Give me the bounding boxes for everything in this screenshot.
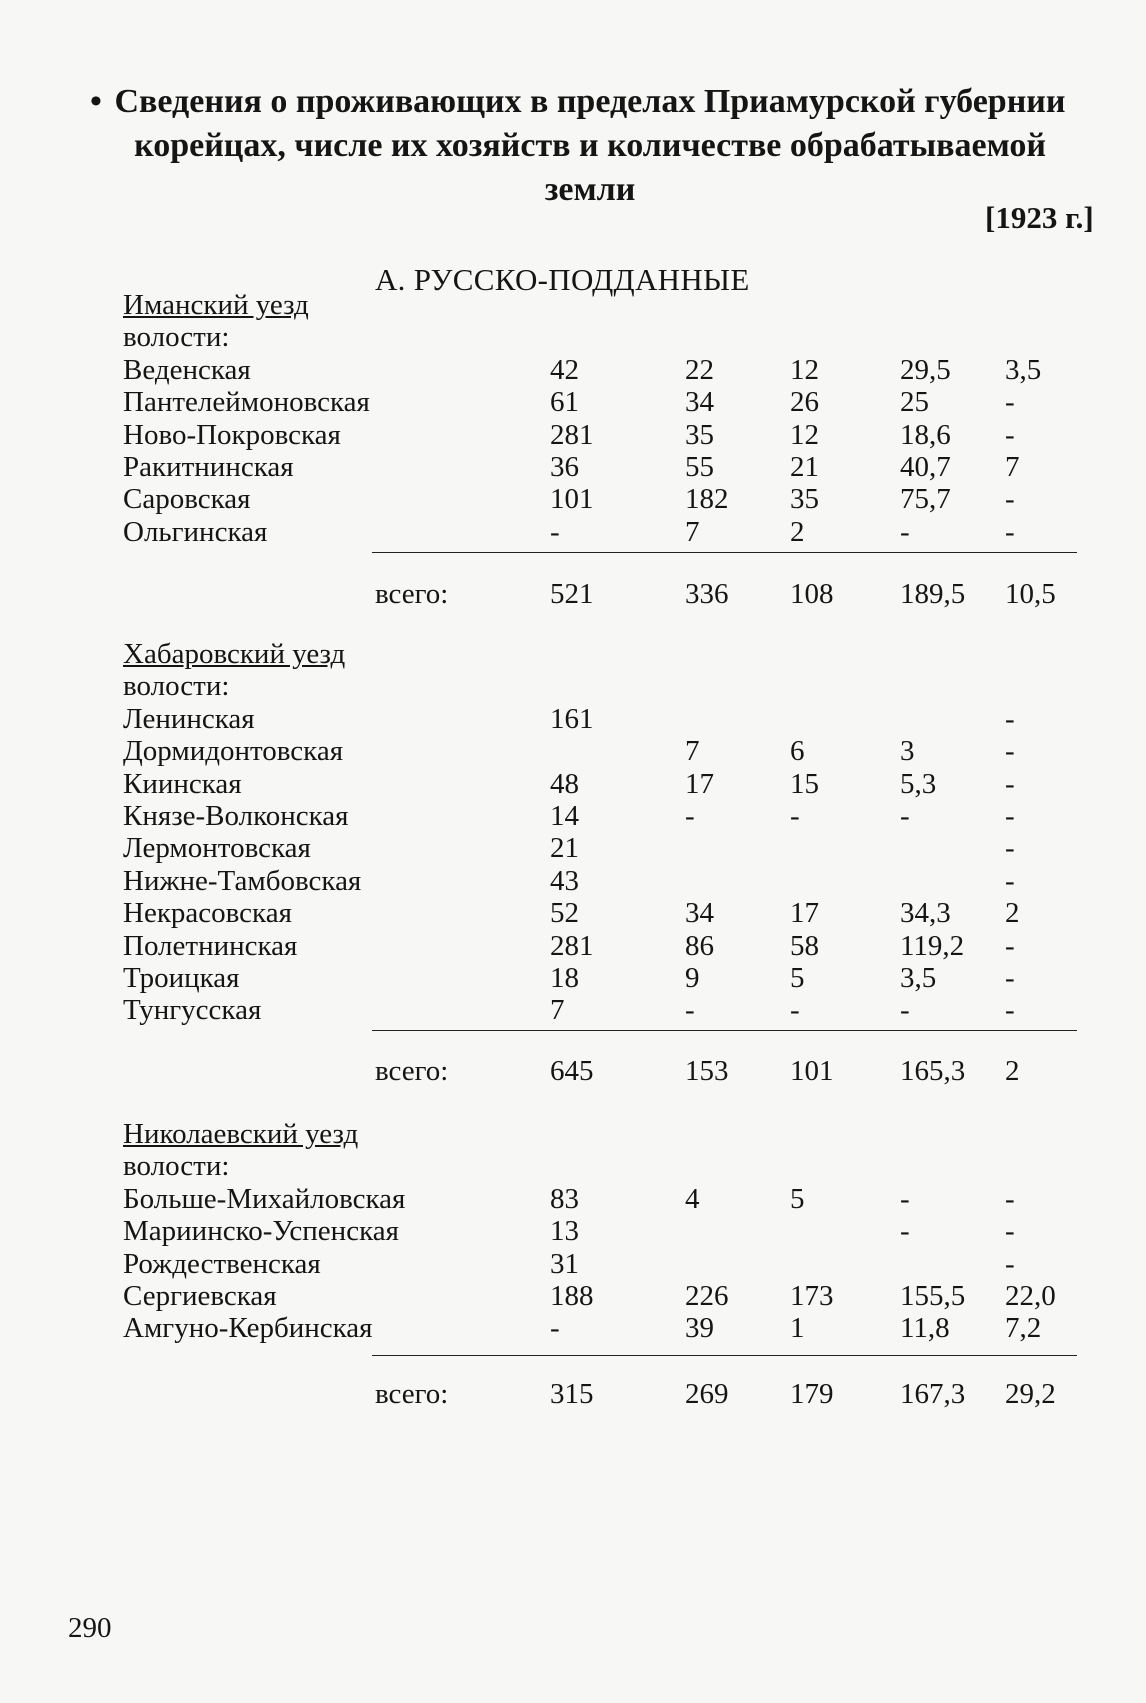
cell-c2: 17 [685, 767, 714, 800]
volost-name: Некрасовская [123, 897, 292, 930]
cell-c1: 42 [550, 353, 579, 386]
total-row [0, 1055, 1146, 1089]
cell-c3: 2 [790, 515, 805, 548]
table-row [0, 1312, 1146, 1346]
volost-name: Полетнинская [123, 929, 298, 962]
total-c5: 2 [1005, 1055, 1020, 1087]
cell-c3: - [790, 994, 800, 1027]
cell-c1: 13 [550, 1215, 579, 1248]
cell-c5: 7 [1005, 451, 1020, 483]
cell-c5: - [1005, 929, 1015, 962]
cell-c4: 25 [900, 386, 929, 419]
volost-label-row [0, 321, 1146, 355]
volost-name: Ракитнинская [123, 451, 294, 483]
cell-c3: 6 [790, 735, 805, 768]
cell-c4: 3,5 [900, 962, 937, 994]
bullet-icon: • [90, 83, 102, 120]
cell-c2: 34 [685, 897, 714, 930]
volost-name: Лермонтовская [123, 832, 311, 865]
total-c4: 165,3 [900, 1055, 966, 1087]
document-year: [1923 г.] [985, 200, 1094, 235]
cell-c5: - [1005, 864, 1015, 897]
cell-c5: - [1005, 800, 1015, 832]
cell-c5: - [1005, 1182, 1015, 1215]
cell-c5: - [1005, 735, 1015, 768]
table-row [0, 930, 1146, 964]
volost-name: Ольгинская [123, 515, 268, 548]
cell-c2: 7 [685, 515, 700, 548]
volost-name: Больше-Михайловская [123, 1182, 406, 1215]
district-header [0, 289, 1146, 323]
table-row [0, 451, 1146, 485]
table-row [0, 386, 1146, 420]
table-row [0, 800, 1146, 834]
volost-name: Саровская [123, 483, 251, 516]
total-c2: 153 [685, 1055, 729, 1087]
cell-c3: 12 [790, 353, 819, 386]
cell-c2: 182 [685, 483, 729, 516]
cell-c4: 29,5 [900, 353, 951, 386]
cell-c5: - [1005, 767, 1015, 800]
cell-c4: 18,6 [900, 418, 951, 451]
cell-c4: - [900, 800, 910, 832]
cell-c4: 75,7 [900, 483, 951, 516]
table-row [0, 735, 1146, 769]
cell-c1: 188 [550, 1280, 594, 1312]
cell-c5: 2 [1005, 897, 1020, 930]
cell-c4: 5,3 [900, 767, 937, 800]
cell-c5: - [1005, 515, 1015, 548]
volost-name: Веденская [123, 353, 251, 386]
cell-c1: 281 [550, 929, 594, 962]
cell-c2: 22 [685, 353, 714, 386]
volost-label-row [0, 670, 1146, 704]
volost-name: Ново-Покровская [123, 418, 341, 451]
table-row [0, 865, 1146, 899]
cell-c4: 119,2 [900, 929, 965, 962]
district-name: Хабаровский уезд [123, 638, 346, 670]
total-row [0, 1378, 1146, 1412]
cell-c5: - [1005, 418, 1015, 451]
cell-c3: 5 [790, 962, 805, 994]
cell-c5: 22,0 [1005, 1280, 1056, 1312]
cell-c3: 26 [790, 386, 819, 419]
table-row [0, 1183, 1146, 1217]
volost-label: волости: [123, 1150, 230, 1183]
table-row [0, 832, 1146, 866]
district-header [0, 1118, 1146, 1152]
total-c2: 336 [685, 578, 729, 610]
volost-name: Киинская [123, 767, 242, 800]
cell-c5: - [1005, 1247, 1015, 1280]
total-row [0, 578, 1146, 612]
cell-c4: - [900, 1215, 910, 1248]
total-c1: 521 [550, 578, 594, 610]
total-c3: 108 [790, 578, 834, 610]
volost-name: Ленинская [123, 702, 255, 735]
volost-name: Мариинско-Успенская [123, 1215, 399, 1248]
cell-c1: 83 [550, 1182, 579, 1215]
cell-c4: 3 [900, 735, 915, 768]
district-name: Иманский уезд [123, 289, 309, 321]
total-divider [372, 1355, 1077, 1356]
cell-c2: 86 [685, 929, 714, 962]
total-label: всего: [375, 578, 449, 610]
table-row [0, 354, 1146, 388]
cell-c3: 12 [790, 418, 819, 451]
cell-c1: 14 [550, 800, 579, 832]
table-row [0, 768, 1146, 802]
cell-c3: 1 [790, 1312, 805, 1345]
district-header [0, 638, 1146, 672]
cell-c2: 7 [685, 735, 700, 768]
cell-c2: - [685, 800, 695, 832]
district-name: Николаевский уезд [123, 1118, 359, 1150]
cell-c1: 101 [550, 483, 594, 516]
section-title: А. РУССКО-ПОДДАННЫЕ [375, 262, 750, 297]
total-label: всего: [375, 1378, 449, 1410]
volost-name: Рождественская [123, 1247, 321, 1280]
volost-name: Пантелеймоновская [123, 386, 370, 419]
total-c4: 167,3 [900, 1378, 966, 1410]
cell-c5: - [1005, 962, 1015, 994]
total-c5: 10,5 [1005, 578, 1056, 610]
table-row [0, 483, 1146, 517]
cell-c4: 40,7 [900, 451, 951, 483]
volost-name: Дормидонтовская [123, 735, 344, 768]
page-number: 290 [68, 1612, 112, 1644]
document-title [90, 80, 1090, 212]
cell-c3: - [790, 800, 800, 832]
total-c3: 179 [790, 1378, 834, 1410]
volost-name: Князе-Волконская [123, 800, 349, 832]
cell-c1: 61 [550, 386, 579, 419]
cell-c5: - [1005, 483, 1015, 516]
cell-c2: 55 [685, 451, 714, 483]
volost-label-row [0, 1150, 1146, 1184]
cell-c5: - [1005, 702, 1015, 735]
title-text: Сведения о проживающих в пределах Приамурской губернии корейцах, числе их хозяйств и количестве обрабатываемой земли [114, 83, 1066, 208]
volost-label: волости: [123, 321, 230, 354]
cell-c4: - [900, 515, 910, 548]
table-row [0, 962, 1146, 996]
cell-c4: - [900, 994, 910, 1027]
cell-c3: 15 [790, 767, 819, 800]
cell-c1: 161 [550, 702, 594, 735]
table-row [0, 1248, 1146, 1282]
cell-c2: 9 [685, 962, 700, 994]
volost-label: волости: [123, 670, 230, 703]
cell-c5: - [1005, 994, 1015, 1027]
cell-c1: 281 [550, 418, 594, 451]
volost-name: Троицкая [123, 962, 240, 994]
table-row [0, 1215, 1146, 1249]
cell-c1: 43 [550, 864, 579, 897]
volost-name: Тунгусская [123, 994, 262, 1027]
cell-c4: 155,5 [900, 1280, 966, 1312]
cell-c5: 7,2 [1005, 1312, 1042, 1345]
total-c5: 29,2 [1005, 1378, 1056, 1410]
cell-c3: 5 [790, 1182, 805, 1215]
table-row [0, 419, 1146, 453]
cell-c1: - [550, 515, 560, 548]
table-row [0, 703, 1146, 737]
cell-c3: 21 [790, 451, 819, 483]
volost-name: Амгуно-Кербинская [123, 1312, 373, 1345]
total-c4: 189,5 [900, 578, 966, 610]
cell-c1: - [550, 1312, 560, 1345]
volost-name: Сергиевская [123, 1280, 277, 1312]
cell-c1: 21 [550, 832, 579, 865]
cell-c2: 226 [685, 1280, 729, 1312]
cell-c4: 11,8 [900, 1312, 950, 1345]
cell-c1: 48 [550, 767, 579, 800]
total-c3: 101 [790, 1055, 834, 1087]
total-divider [372, 552, 1077, 553]
cell-c1: 31 [550, 1247, 579, 1280]
table-row [0, 994, 1146, 1028]
cell-c4: 34,3 [900, 897, 951, 930]
cell-c1: 7 [550, 994, 565, 1027]
cell-c2: 4 [685, 1182, 700, 1215]
cell-c1: 18 [550, 962, 579, 994]
cell-c3: 17 [790, 897, 819, 930]
cell-c5: 3,5 [1005, 353, 1042, 386]
cell-c5: - [1005, 386, 1015, 419]
cell-c3: 58 [790, 929, 819, 962]
cell-c2: 39 [685, 1312, 714, 1345]
cell-c1: 52 [550, 897, 579, 930]
cell-c2: 34 [685, 386, 714, 419]
table-row [0, 1280, 1146, 1314]
cell-c5: - [1005, 1215, 1015, 1248]
cell-c5: - [1005, 832, 1015, 865]
cell-c1: 36 [550, 451, 579, 483]
cell-c3: 173 [790, 1280, 834, 1312]
total-c1: 315 [550, 1378, 594, 1410]
cell-c3: 35 [790, 483, 819, 516]
volost-name: Нижне-Тамбовская [123, 864, 362, 897]
total-divider [372, 1030, 1077, 1031]
cell-c4: - [900, 1182, 910, 1215]
cell-c2: 35 [685, 418, 714, 451]
cell-c2: - [685, 994, 695, 1027]
total-label: всего: [375, 1055, 449, 1087]
table-row [0, 897, 1146, 931]
total-c2: 269 [685, 1378, 729, 1410]
table-row [0, 516, 1146, 550]
total-c1: 645 [550, 1055, 594, 1087]
